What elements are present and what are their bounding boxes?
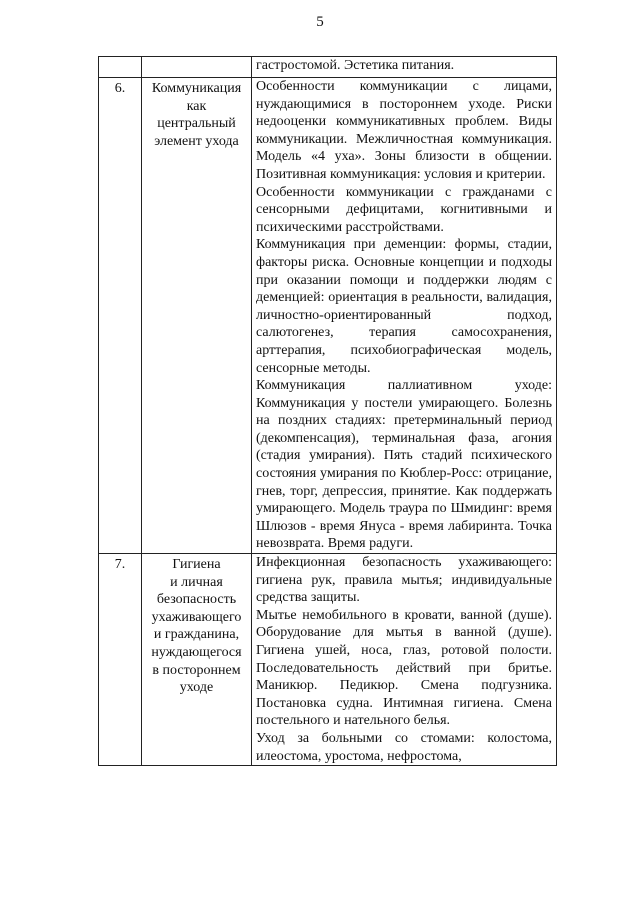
title-line: ухаживающего [151, 609, 242, 625]
content-paragraph: Коммуникация паллиативном уходе: Коммуникация у постели умирающего. Болезнь на поздних стадиях: претерминальный период (декомпенсация), терминальная фаза, агония (стадия умирания). Пять стадий психического состояния умирания по Кюблер-Росс: отрицание, гнев, торг, депрессия, принятие. Как поддержать умирающего. Модель траура по Шмидинг: время Шлюзов - время Януса - время лабиринта. Точка невозврата. Время радуги. [256, 378, 552, 552]
title-line: Гигиена [172, 557, 221, 573]
content-paragraph: Инфекционная безопасность ухаживающего: гигиена рук, правила мытья; индивидуальные средства защиты. [256, 555, 552, 606]
title-line: уходе [179, 680, 214, 696]
page-number: 5 [316, 14, 324, 30]
row-number: 7. [99, 554, 142, 766]
content-cell [252, 57, 557, 78]
section-title [142, 554, 252, 766]
table-row-7 [99, 554, 557, 766]
content-paragraph: Уход за больными со стомами: колостома, илеостома, уростома, нефростома, [256, 730, 552, 764]
row-number: 6. [99, 78, 142, 554]
continuation-text: гастростомой. Эстетика питания. [256, 58, 455, 73]
title-line: центральный [157, 116, 236, 132]
title-line: в постороннем [152, 662, 241, 678]
content-paragraph: Особенности коммуникации с лицами, нуждающимися в постороннем уходе. Риски недооценки коммуникативных проблем. Виды коммуникации. Межличностная коммуникация. Модель «4 уха». Зоны близости в общении. Позитивная коммуникация: условия и критерии. [256, 79, 552, 182]
title-line: нуждающегося [151, 645, 242, 660]
table-row-6 [99, 78, 557, 554]
section-content [252, 78, 557, 554]
section-content [252, 554, 557, 766]
title-line: Коммуникация [151, 81, 242, 96]
curriculum-table [98, 56, 557, 766]
table-row-continuation [99, 57, 557, 78]
content-paragraph: Коммуникация при деменции: формы, стадии, факторы риска. Основные концепции и подходы при оказании помощи и поддержки людям с деменцией: ориентация в реальности, валидация, личностно-ориентированный подход, салютогенез, терапия самосохранения, арттерапия, психобиографическая модель, сенсорные методы. [256, 237, 552, 376]
title-line: элемент ухода [154, 133, 239, 149]
num-cell-empty [99, 57, 142, 78]
section-title [142, 78, 252, 554]
content-paragraph: Мытье немобильного в кровати, ванной (душе). Оборудование для мытья в ванной (душе). Гигиена ушей, носа, глаз, ротовой полости. Последовательность действий при бритье. Маникюр. Педикюр. Смена подгузника. Постановка судна. Интимная гигиена. Смена постельного и нательного белья. [256, 607, 552, 729]
title-line: как [186, 98, 207, 114]
title-line: и гражданина, [153, 627, 240, 643]
title-line: и личная [170, 574, 223, 590]
title-line: безопасность [156, 592, 237, 608]
content-paragraph: Особенности коммуникации с гражданами с сенсорными дефицитами, когнитивными и психическими расстройствами. [256, 184, 552, 235]
title-cell-empty [142, 57, 252, 78]
